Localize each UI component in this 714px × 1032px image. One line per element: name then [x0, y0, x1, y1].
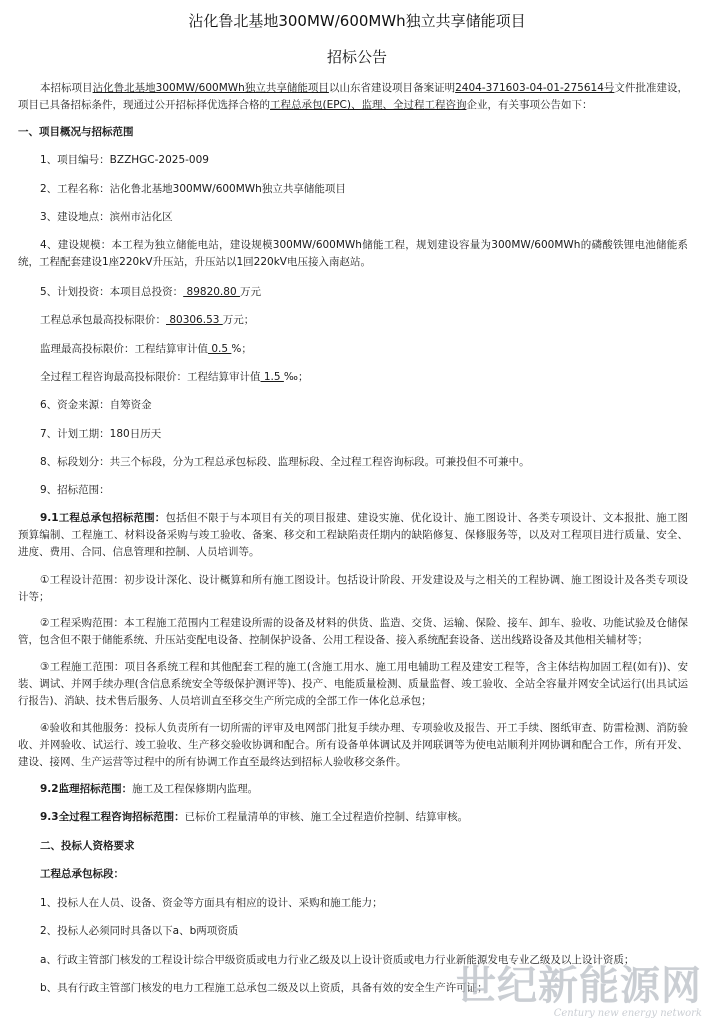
item-project-number: 1、项目编号：BZZHGC-2025-009 — [40, 154, 209, 166]
epc-scope-text: 包括但不限于与本项目有关的项目报建、建设实施、优化设计、施工图设计、各类专项设计、文本报批、施工图预算编制、工程施工、材料设备采购与竣工验收、备案、移交和工程缺陷责任期内的缺陷修复、保修服务等，以及对工程项目进行质量、安全、进度、费用、合同、信息管理和控制、人员培训等。 — [18, 512, 688, 558]
procurement-scope-paragraph: ②工程采购范围：本工程施工范围内工程建设所需的设备及材料的供货、监造、交货、运输、保险、接车、卸车、验收、功能试验及仓储保管，包含但不限于储能系统、升压站变配电设备、控制保护设备、公用工程设备、接入系统配套设备、送出线路设备及其他相关辅材等； — [18, 617, 688, 646]
item-duration: 7、计划工期：180日历天 — [40, 428, 162, 440]
consulting-scope-text: 已标价工程量清单的审核、施工全过程造价控制、结算审核。 — [184, 811, 469, 823]
intro-text-d: 企业，有关事项公告如下： — [466, 99, 593, 111]
item-lots: 8、标段划分：共三个标段，分为工程总承包标段、监理标段、全过程工程咨询标段。可兼投但不可兼中。 — [40, 456, 530, 468]
epc-price-unit: 万元； — [222, 314, 255, 326]
epc-qualification-heading: 工程总承包标段： — [40, 868, 124, 880]
watermark-logo — [456, 964, 702, 1019]
intro-text-b: 以山东省建设项目备案证明 — [328, 82, 456, 94]
consulting-price-label: 全过程工程咨询最高投标限价：工程结算审计值 — [40, 371, 261, 383]
supervision-scope-label: 9.2监理招标范围： — [40, 783, 133, 795]
acceptance-scope-paragraph: ④验收和其他服务：投标人负责所有一切所需的评审及电网部门批复手续办理、专项验收及报告、开工手续、图纸审查、防雷检测、消防验收、并网验收、试运行、竣工验收、生产移交验收协调和配合。所有设备单体调试及并网联调等为使电站顺利并网协调和配合工作，所有开发、建设、接网、生产运营等过程中的所有协调工作直至最终达到招标人验收移交条件。 — [18, 722, 688, 768]
supervision-scope-paragraph — [18, 781, 688, 798]
consulting-price-limit — [40, 369, 308, 386]
investment-label: 5、计划投资：本项目总投资： — [40, 286, 184, 298]
epc-price-limit — [40, 312, 254, 329]
qualification-item-2: 2、投标人必须同时具备以下a、b两项资质 — [40, 925, 239, 937]
qualification-item-b: b、具有行政主管部门核发的电力工程施工总承包二级及以上资质，具备有效的安全生产许可证； — [40, 982, 488, 994]
epc-price-label: 工程总承包最高投标限价： — [40, 314, 166, 326]
consulting-price-value: 1.5 — [260, 371, 284, 383]
section2-heading: 二、投标人资格要求 — [40, 840, 135, 852]
item-project-name: 2、工程名称：沾化鲁北基地300MW/600MWh独立共享储能项目 — [40, 183, 346, 195]
design-scope-paragraph: ①工程设计范围：初步设计深化、设计概算和所有施工图设计。包括设计阶段、开发建设及与之相关的工程协调、施工图设计及各类专项设计等； — [18, 574, 688, 603]
document-subtitle: 招标公告 — [326, 48, 387, 66]
intro-paragraph — [18, 80, 688, 114]
supervision-price-limit — [40, 341, 252, 358]
epc-price-value: 80306.53 — [166, 314, 223, 326]
investment-unit: 万元 — [239, 286, 261, 298]
watermark-title: 世纪新能源网 — [456, 962, 702, 1009]
epc-scope-paragraph — [18, 510, 688, 561]
item-scope: 9、招标范围： — [40, 484, 110, 496]
intro-text-a: 本招标项目 — [40, 82, 93, 94]
item-scale: 4、建设规模：本工程为独立储能电站，建设规模300MW/600MWh储能工程，规划建设容量为300MW/600MWh的磷酸铁锂电池储能系统，工程配套建设1座220kV升压站，升压站以1回220kV电压接入南赵站。 — [18, 239, 688, 268]
document-title: 沾化鲁北基地300MW/600MWh独立共享储能项目 — [188, 12, 526, 30]
consulting-scope-label: 9.3全过程工程咨询招标范围： — [40, 811, 185, 823]
intro-cert-number: 2404-371603-04-01-275614号 — [455, 82, 615, 94]
section1-heading: 一、项目概况与招标范围 — [18, 126, 134, 138]
supervision-scope-text: 施工及工程保修期内监理。 — [132, 783, 259, 795]
item-investment — [40, 284, 261, 301]
consulting-price-unit: ‰； — [283, 371, 309, 383]
intro-project-name: 沾化鲁北基地300MW/600MWh独立共享储能项目 — [92, 82, 329, 94]
consulting-scope-paragraph — [18, 809, 688, 826]
supervision-price-label: 监理最高投标限价：工程结算审计值 — [40, 343, 208, 355]
qualification-item-a: a、行政主管部门核发的工程设计综合甲级资质或电力行业乙级及以上设计资质或电力行业新能源发电专业乙级及以上设计资质； — [40, 954, 635, 966]
investment-value: 89820.80 — [183, 286, 240, 298]
supervision-price-unit: %； — [231, 343, 252, 355]
supervision-price-value: 0.5 — [208, 343, 232, 355]
construction-scope-paragraph: ③工程施工范围：项目各系统工程和其他配套工程的施工(含施工用水、施工用电辅助工程及建安工程等，含主体结构加固工程(如有))、安装、调试、并网手续办理(含信息系统安全等级保护测评等)、投产、电能质量检测、质量监督、竣工验收、全站全容量并网安全试运行(出具试运行报告)、消缺、技术售后服务、人员培训直至移交生产所完成的全部工作一体化总承包； — [18, 661, 688, 707]
epc-scope-label: 9.1工程总承包招标范围： — [40, 512, 166, 524]
intro-text-c: 文件批准建设，项目已具备招标条件，现通过公开招标择优选择合格的 — [18, 82, 689, 111]
watermark-caption: Century new energy network — [553, 1008, 702, 1019]
item-location: 3、建设地点：滨州市沾化区 — [40, 211, 173, 223]
item-funding: 6、资金来源：自筹资金 — [40, 399, 152, 411]
intro-scope-words: 工程总承包(EPC)、监理、全过程工程咨询 — [270, 99, 467, 111]
qualification-item-1: 1、投标人在人员、设备、资金等方面具有相应的设计、采购和施工能力； — [40, 897, 383, 909]
